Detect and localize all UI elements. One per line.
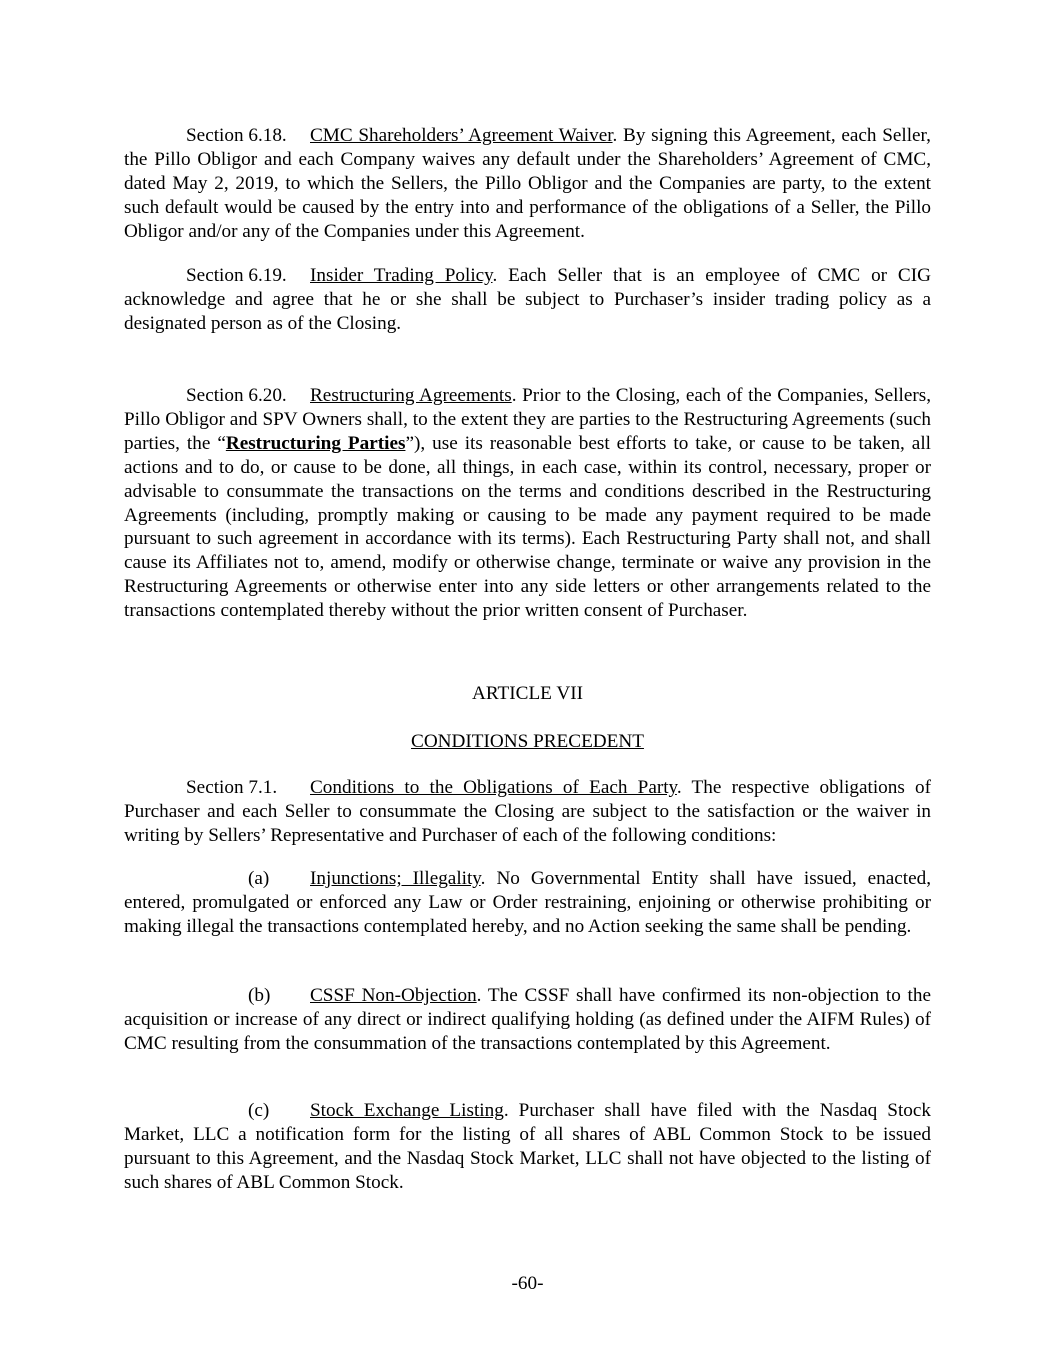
clause-c xyxy=(124,1099,931,1195)
clause-heading: Injunctions; Illegality xyxy=(310,868,481,889)
clause-a xyxy=(124,867,931,939)
section-heading: Insider Trading Policy xyxy=(310,265,493,286)
clause-label: (b) xyxy=(248,985,271,1006)
section-paragraph xyxy=(124,264,931,336)
clause-heading: Stock Exchange Listing xyxy=(310,1100,504,1121)
section-heading: CMC Shareholders’ Agreement Waiver xyxy=(310,125,613,146)
defined-term: Restructuring Parties xyxy=(225,432,406,454)
section-number: Section 6.20. xyxy=(186,385,287,406)
section-7-1 xyxy=(124,776,931,848)
clause-body: . The CSSF shall have confirmed its non-objection to the acquisition or increase of any direct or indirect qualifying holding (as defined under the AIFM Rules) of CMC resulting from the consummation of the transactions contemplated by this Agreement. xyxy=(124,985,931,1054)
clause-body: . Purchaser shall have filed with the Nasdaq Stock Market, LLC a notification form for the listing of all shares of ABL Common Stock to be issued pursuant to this Agreement, and the Nasdaq Stock Market, LLC shall not have objected to the listing of such shares of ABL Common Stock. xyxy=(124,1100,932,1193)
clause-paragraph xyxy=(124,867,931,939)
section-body: . The respective obligations of Purchaser and each Seller to consummate the Closing are subject to the satisfaction or the waiver in writing by Sellers’ Representative and Purchaser of each of the following conditions: xyxy=(124,777,932,846)
section-heading: Conditions to the Obligations of Each Party xyxy=(310,777,677,798)
section-6-20 xyxy=(124,384,931,623)
clause-body: . No Governmental Entity shall have issued, enacted, entered, promulgated or enforced any Law or Order restraining, enjoining or otherwise prohibiting or making illegal the transactions contemplated hereby, and no Action seeking the same shall be pending. xyxy=(124,868,932,937)
section-paragraph xyxy=(124,124,931,244)
section-body-before: . Prior to the Closing, each of the Companies, Sellers, Pillo Obligor and SPV Owners shall, to the extent they are parties to the Restructuring Agreements (such parties, the “ xyxy=(124,385,932,454)
clause-b xyxy=(124,984,931,1056)
section-body-after: ”), use its reasonable best efforts to take, or cause to be taken, all actions and to do, or cause to be done, all things, in each case, within its control, necessary, proper or advisable to consummate the transactions on the terms and conditions described in the Restructuring Agreements (including, promptly making or causing to be made any payment required to be made pursuant to such agreement in accordance with its terms). Each Restructuring Party shall not, and shall cause its Affiliates not to, amend, modify or otherwise change, terminate or waive any provision in the Restructuring Agreements or otherwise enter into any side letters or other arrangements related to the transactions contemplated thereby without the prior written consent of Purchaser. xyxy=(124,432,931,622)
clause-label: (a) xyxy=(248,868,270,889)
clause-paragraph xyxy=(124,1099,931,1195)
clause-heading: CSSF Non-Objection xyxy=(310,985,477,1006)
article-title: ARTICLE VII xyxy=(472,683,583,704)
section-body: . Each Seller that is an employee of CMC or CIG acknowledge and agree that he or she shall be subject to Purchaser’s insider trading policy as a designated person as of the Closing. xyxy=(124,265,931,334)
clause-paragraph xyxy=(124,984,931,1056)
section-paragraph xyxy=(124,776,931,848)
article-subtitle xyxy=(124,730,931,754)
section-6-18 xyxy=(124,124,931,244)
section-6-19 xyxy=(124,264,931,336)
clause-label: (c) xyxy=(248,1100,270,1121)
section-heading: Restructuring Agreements xyxy=(310,385,512,406)
section-number: Section 6.18. xyxy=(186,125,287,146)
article-subtitle-text: CONDITIONS PRECEDENT xyxy=(411,731,644,752)
section-paragraph xyxy=(124,384,931,623)
page-number: -60- xyxy=(511,1273,544,1294)
section-number: Section 7.1. xyxy=(186,777,278,798)
section-number: Section 6.19. xyxy=(186,265,287,286)
section-body: . By signing this Agreement, each Seller, the Pillo Obligor and each Company waives any default under the Shareholders’ Agreement of CMC, dated May 2, 2019, to which the Sellers, the Pillo Obligor and the Companies are party, to the extent such default would be caused by the entry into and performance of the obligations of a Seller, the Pillo Obligor and/or any of the Companies under this Agreement. xyxy=(124,125,931,242)
